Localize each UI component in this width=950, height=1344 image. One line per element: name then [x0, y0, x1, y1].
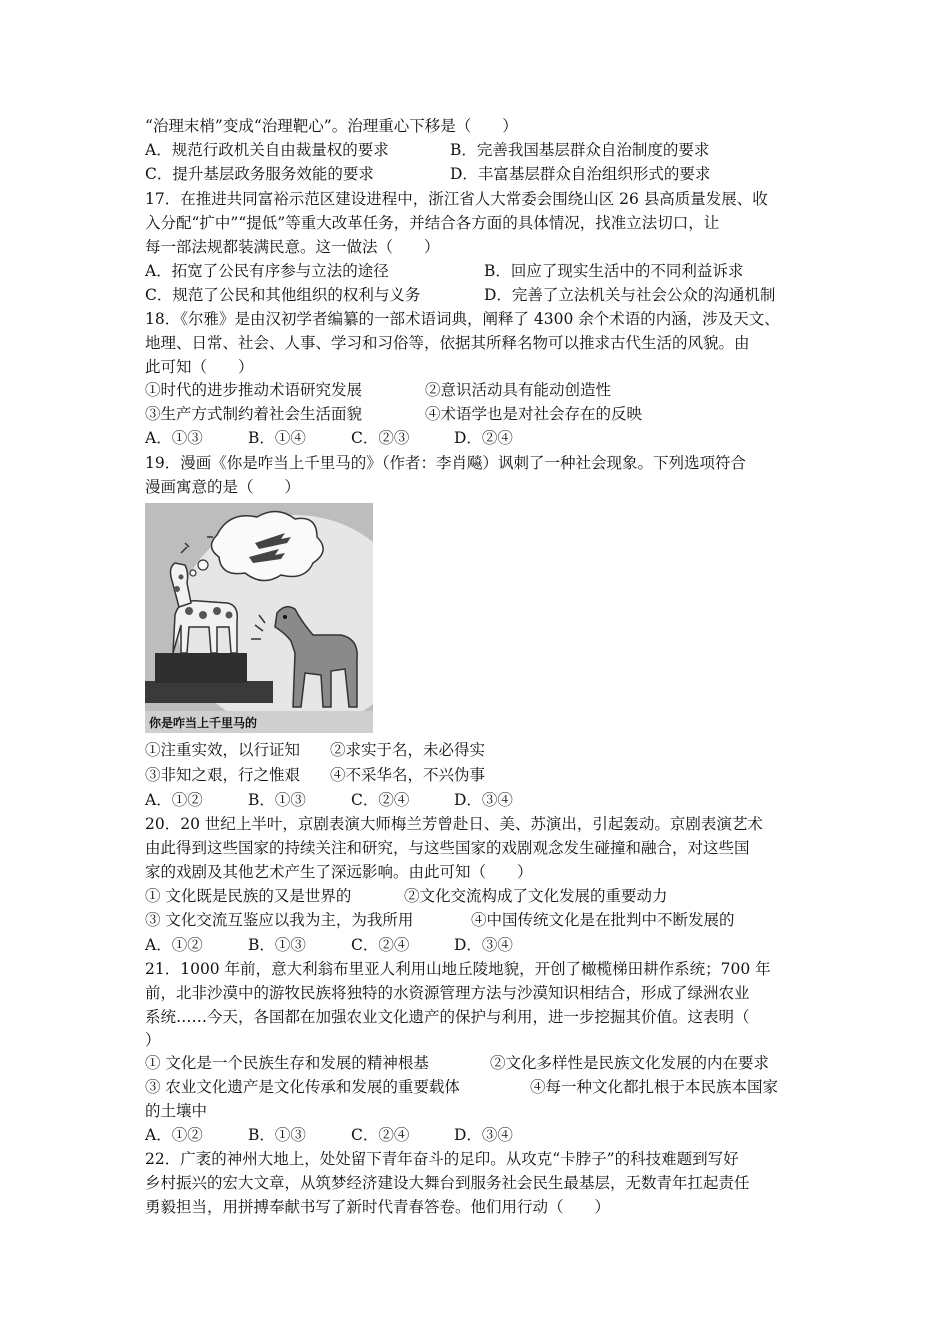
q20-option-a: A．①② [145, 936, 203, 954]
q22-stem-line1: 22．广袤的神州大地上，处处留下青年奋斗的足印。从攻克“卡脖子”的科技难题到写好 [145, 1150, 739, 1168]
q16-option-d: D．丰富基层群众自治组织形式的要求 [450, 165, 711, 183]
q20-stem-line1: 20．20 世纪上半叶，京剧表演大师梅兰芳曾赴日、美、苏演出，引起轰动。京剧表演艺术 [145, 815, 763, 833]
q18-stem-line1: 18．《尔雅》是由汉初学者编纂的一部术语词典，阐释了 4300 余个术语的内涵，涉及天文、 [145, 310, 780, 328]
q19-statement-3: ③非知之艰，行之惟艰 [145, 766, 301, 784]
q18-statement-3: ③生产方式制约着社会生活面貌 [145, 405, 363, 423]
q20-statement-1: ① 文化既是民族的又是世界的 [145, 887, 352, 905]
q21-statement-3: ③ 农业文化遗产是文化传承和发展的重要载体 [145, 1078, 460, 1096]
q19-statement-4: ④不采华名，不兴伪事 [330, 766, 486, 784]
bubble-dot-small [190, 570, 196, 576]
cartoon-caption: 你是咋当上千里马的 [149, 716, 258, 730]
q20-stem-line3: 家的戏剧及其他艺术产生了深远影响。由此可知（ ） [145, 863, 533, 881]
q20-option-c: C．②④ [351, 936, 410, 954]
cartoon-drawing [145, 503, 373, 733]
q19-statement-1: ①注重实效，以行证知 [145, 741, 301, 759]
q18-option-d: D．②④ [454, 429, 513, 447]
q21-option-a: A．①② [145, 1126, 203, 1144]
bubble-dot-large [198, 560, 208, 570]
q21-statement-4-cont: 的土壤中 [145, 1102, 208, 1120]
q20-statement-3: ③ 文化交流互鉴应以我为主，为我所用 [145, 911, 414, 929]
q18-option-a: A．①③ [145, 429, 203, 447]
q19-stem-line1: 19．漫画《你是咋当上千里马的》（作者：李肖飚）讽刺了一种社会现象。下列选项符合 [145, 454, 746, 472]
podium-base [145, 681, 273, 703]
q20-stem-line2: 由此得到这些国家的持续关注和研究，与这些国家的戏剧观念发生碰撞和融合，对这些国 [145, 839, 750, 857]
q21-option-d: D．③④ [454, 1126, 513, 1144]
q17-option-b: B．回应了现实生活中的不同利益诉求 [484, 262, 744, 280]
q21-statement-2: ②文化多样性是民族文化发展的内在要求 [490, 1054, 770, 1072]
q18-statement-2: ②意识活动具有能动创造性 [425, 381, 612, 399]
q16-option-c: C．提升基层政务服务效能的要求 [145, 165, 374, 183]
q18-statement-1: ①时代的进步推动术语研究发展 [145, 381, 363, 399]
q19-cartoon [145, 503, 373, 733]
q19-option-b: B．①③ [248, 791, 306, 809]
q19-statement-2: ②求实于名，未必得实 [330, 741, 486, 759]
q21-statement-4: ④每一种文化都扎根于本民族本国家 [530, 1078, 779, 1096]
q16-option-b: B．完善我国基层群众自治制度的要求 [450, 141, 710, 159]
q18-option-b: B．①④ [248, 429, 306, 447]
q18-stem-line3: 此可知（ ） [145, 358, 254, 376]
q22-stem-line2: 乡村振兴的宏大文章，从筑梦经济建设大舞台到服务社会民生最基层，无数青年扛起责任 [145, 1174, 750, 1192]
q20-statement-4: ④中国传统文化是在批判中不断发展的 [471, 911, 735, 929]
q17-stem-line2: 入分配“扩中”“提低”等重大改革任务，并结合各方面的具体情况，找准立法切口，让 [145, 214, 720, 232]
q21-stem-line4: ） [145, 1031, 161, 1049]
q17-option-d: D．完善了立法机关与社会公众的沟通机制 [484, 286, 776, 304]
q16-stem-tail: “治理末梢”变成“治理靶心”。治理重心下移是（ ） [145, 117, 518, 135]
q18-option-c: C．②③ [351, 429, 410, 447]
q17-stem-line1: 17．在推进共同富裕示范区建设进程中，浙江省人大常委会围绕山区 26 县高质量发展、收 [145, 190, 768, 208]
q20-option-b: B．①③ [248, 936, 306, 954]
q21-option-b: B．①③ [248, 1126, 306, 1144]
q21-stem-line3: 系统……今天，各国都在加强农业文化遗产的保护与利用，进一步挖掘其价值。这表明（ [145, 1008, 750, 1026]
q17-option-a: A．拓宽了公民有序参与立法的途径 [145, 262, 389, 280]
q16-option-a: A．规范行政机关自由裁量权的要求 [145, 141, 389, 159]
q21-option-c: C．②④ [351, 1126, 410, 1144]
q17-option-c: C．规范了公民和其他组织的权利与义务 [145, 286, 421, 304]
podium-top [155, 653, 247, 683]
q18-statement-4: ④术语学也是对社会存在的反映 [425, 405, 643, 423]
q20-statement-2: ②文化交流构成了文化发展的重要动力 [404, 887, 668, 905]
q20-option-d: D．③④ [454, 936, 513, 954]
q19-option-a: A．①② [145, 791, 203, 809]
q21-statement-1: ① 文化是一个民族生存和发展的精神根基 [145, 1054, 429, 1072]
q19-option-d: D．③④ [454, 791, 513, 809]
q21-stem-line2: 前，北非沙漠中的游牧民族将独特的水资源管理方法与沙漠知识相结合，形成了绿洲农业 [145, 984, 750, 1002]
q19-option-c: C．②④ [351, 791, 410, 809]
q17-stem-line3: 每一部法规都装满民意。这一做法（ ） [145, 238, 440, 256]
q22-stem-line3: 勇毅担当，用拼搏奉献书写了新时代青春答卷。他们用行动（ ） [145, 1198, 611, 1216]
q19-stem-line2: 漫画寓意的是（ ） [145, 478, 301, 496]
q18-stem-line2: 地理、日常、社会、人事、学习和习俗等，依据其所释名物可以推求古代生活的风貌。由 [145, 334, 750, 352]
q21-stem-line1: 21．1000 年前，意大利翁布里亚人利用山地丘陵地貌，开创了橄榄梯田耕作系统；700 年 [145, 960, 771, 978]
